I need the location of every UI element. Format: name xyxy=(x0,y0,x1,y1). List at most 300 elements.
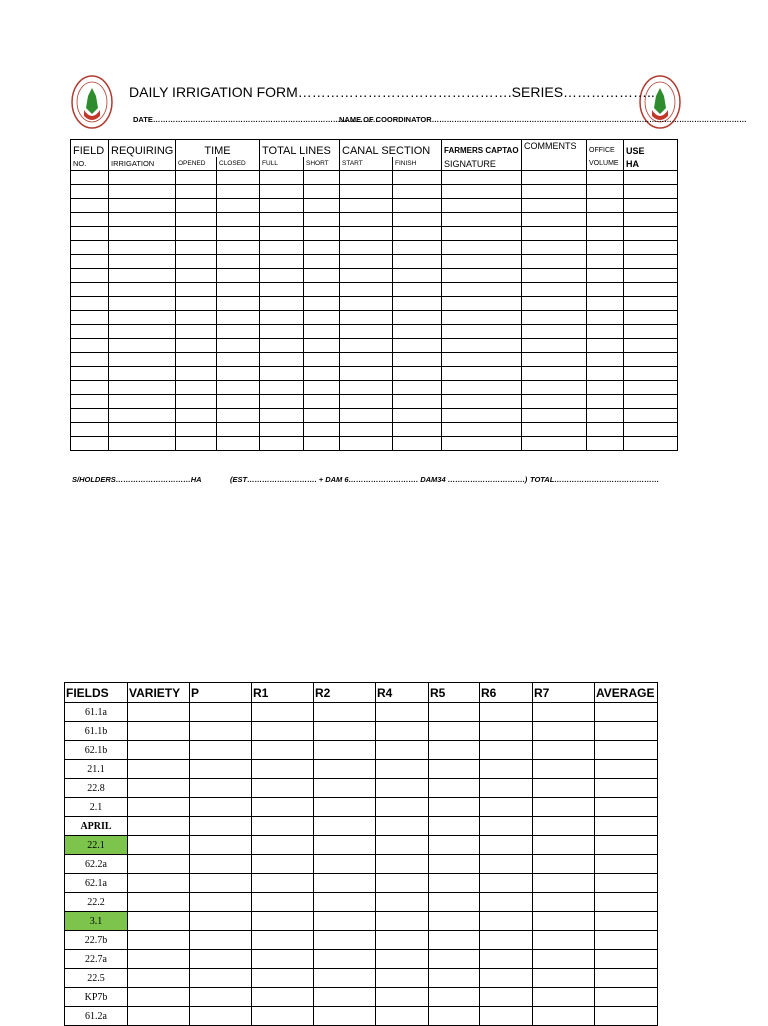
irrigation-cell[interactable] xyxy=(522,437,587,451)
irrigation-cell[interactable] xyxy=(522,339,587,353)
irrigation-cell[interactable] xyxy=(109,395,176,409)
irrigation-cell[interactable] xyxy=(109,353,176,367)
irrigation-cell[interactable] xyxy=(217,283,260,297)
irrigation-cell[interactable] xyxy=(522,381,587,395)
irrigation-cell[interactable] xyxy=(340,297,393,311)
fields-cell[interactable] xyxy=(252,798,314,817)
irrigation-cell[interactable] xyxy=(624,367,678,381)
fields-cell[interactable] xyxy=(480,760,533,779)
irrigation-cell[interactable] xyxy=(587,255,624,269)
fields-cell[interactable] xyxy=(429,931,480,950)
irrigation-cell[interactable] xyxy=(260,311,304,325)
fields-cell[interactable] xyxy=(252,703,314,722)
irrigation-cell[interactable] xyxy=(442,269,522,283)
irrigation-cell[interactable] xyxy=(442,185,522,199)
irrigation-cell[interactable] xyxy=(442,381,522,395)
irrigation-cell[interactable] xyxy=(340,395,393,409)
irrigation-cell[interactable] xyxy=(109,283,176,297)
fields-cell[interactable] xyxy=(190,779,252,798)
fields-cell[interactable] xyxy=(429,1007,480,1026)
fields-cell[interactable] xyxy=(480,912,533,931)
irrigation-cell[interactable] xyxy=(393,367,442,381)
irrigation-cell[interactable] xyxy=(260,325,304,339)
irrigation-cell[interactable] xyxy=(442,171,522,185)
irrigation-cell[interactable] xyxy=(340,325,393,339)
irrigation-cell[interactable] xyxy=(587,353,624,367)
irrigation-cell[interactable] xyxy=(393,339,442,353)
irrigation-cell[interactable] xyxy=(260,199,304,213)
irrigation-cell[interactable] xyxy=(260,339,304,353)
irrigation-cell[interactable] xyxy=(109,185,176,199)
fields-cell[interactable] xyxy=(595,931,658,950)
irrigation-cell[interactable] xyxy=(71,325,109,339)
irrigation-cell[interactable] xyxy=(260,255,304,269)
fields-cell[interactable] xyxy=(533,988,595,1007)
irrigation-cell[interactable] xyxy=(393,241,442,255)
irrigation-cell[interactable] xyxy=(522,283,587,297)
irrigation-cell[interactable] xyxy=(624,185,678,199)
irrigation-cell[interactable] xyxy=(393,255,442,269)
fields-cell[interactable] xyxy=(533,760,595,779)
irrigation-cell[interactable] xyxy=(340,339,393,353)
irrigation-cell[interactable] xyxy=(304,269,340,283)
fields-cell[interactable] xyxy=(533,874,595,893)
irrigation-cell[interactable] xyxy=(522,171,587,185)
irrigation-cell[interactable] xyxy=(176,283,217,297)
irrigation-cell[interactable] xyxy=(442,241,522,255)
irrigation-cell[interactable] xyxy=(304,255,340,269)
irrigation-cell[interactable] xyxy=(340,311,393,325)
irrigation-cell[interactable] xyxy=(522,367,587,381)
irrigation-cell[interactable] xyxy=(71,339,109,353)
irrigation-cell[interactable] xyxy=(587,227,624,241)
fields-cell[interactable] xyxy=(314,893,376,912)
irrigation-cell[interactable] xyxy=(340,227,393,241)
fields-cell[interactable] xyxy=(128,874,190,893)
irrigation-cell[interactable] xyxy=(442,367,522,381)
irrigation-cell[interactable] xyxy=(176,269,217,283)
fields-cell[interactable] xyxy=(128,741,190,760)
fields-cell[interactable] xyxy=(595,969,658,988)
irrigation-cell[interactable] xyxy=(442,199,522,213)
irrigation-cell[interactable] xyxy=(176,171,217,185)
fields-cell[interactable] xyxy=(533,855,595,874)
irrigation-cell[interactable] xyxy=(176,339,217,353)
fields-cell[interactable] xyxy=(480,722,533,741)
irrigation-cell[interactable] xyxy=(176,395,217,409)
fields-cell[interactable] xyxy=(314,855,376,874)
irrigation-cell[interactable] xyxy=(340,185,393,199)
irrigation-cell[interactable] xyxy=(176,213,217,227)
fields-cell[interactable] xyxy=(533,969,595,988)
fields-cell[interactable] xyxy=(252,779,314,798)
irrigation-cell[interactable] xyxy=(109,423,176,437)
irrigation-cell[interactable] xyxy=(393,199,442,213)
irrigation-cell[interactable] xyxy=(624,423,678,437)
irrigation-cell[interactable] xyxy=(393,353,442,367)
fields-cell[interactable] xyxy=(429,855,480,874)
irrigation-cell[interactable] xyxy=(522,325,587,339)
irrigation-cell[interactable] xyxy=(176,381,217,395)
irrigation-cell[interactable] xyxy=(217,339,260,353)
irrigation-cell[interactable] xyxy=(624,409,678,423)
fields-cell[interactable] xyxy=(252,760,314,779)
irrigation-cell[interactable] xyxy=(109,339,176,353)
fields-cell[interactable] xyxy=(595,874,658,893)
fields-cell[interactable] xyxy=(429,988,480,1007)
fields-cell[interactable] xyxy=(190,817,252,836)
irrigation-cell[interactable] xyxy=(176,409,217,423)
fields-cell[interactable] xyxy=(533,798,595,817)
fields-cell[interactable] xyxy=(480,931,533,950)
irrigation-cell[interactable] xyxy=(442,311,522,325)
irrigation-cell[interactable] xyxy=(71,199,109,213)
fields-cell[interactable] xyxy=(595,722,658,741)
fields-cell[interactable] xyxy=(376,988,429,1007)
irrigation-cell[interactable] xyxy=(260,283,304,297)
fields-cell[interactable] xyxy=(595,950,658,969)
fields-cell[interactable] xyxy=(429,798,480,817)
irrigation-cell[interactable] xyxy=(176,367,217,381)
irrigation-cell[interactable] xyxy=(304,325,340,339)
fields-cell[interactable] xyxy=(480,988,533,1007)
irrigation-cell[interactable] xyxy=(624,269,678,283)
irrigation-cell[interactable] xyxy=(624,437,678,451)
fields-cell[interactable] xyxy=(314,817,376,836)
irrigation-cell[interactable] xyxy=(624,213,678,227)
irrigation-cell[interactable] xyxy=(522,255,587,269)
irrigation-cell[interactable] xyxy=(176,353,217,367)
irrigation-cell[interactable] xyxy=(260,395,304,409)
irrigation-cell[interactable] xyxy=(393,395,442,409)
irrigation-cell[interactable] xyxy=(624,395,678,409)
fields-cell[interactable] xyxy=(480,779,533,798)
irrigation-cell[interactable] xyxy=(260,423,304,437)
fields-cell[interactable] xyxy=(595,988,658,1007)
irrigation-cell[interactable] xyxy=(587,283,624,297)
irrigation-cell[interactable] xyxy=(393,311,442,325)
fields-cell[interactable] xyxy=(252,969,314,988)
irrigation-cell[interactable] xyxy=(71,437,109,451)
fields-cell[interactable] xyxy=(595,836,658,855)
irrigation-cell[interactable] xyxy=(442,297,522,311)
fields-cell[interactable] xyxy=(533,741,595,760)
fields-cell[interactable] xyxy=(533,836,595,855)
fields-cell[interactable] xyxy=(376,836,429,855)
irrigation-cell[interactable] xyxy=(71,311,109,325)
fields-cell[interactable] xyxy=(376,703,429,722)
fields-cell[interactable] xyxy=(376,931,429,950)
irrigation-cell[interactable] xyxy=(393,409,442,423)
irrigation-cell[interactable] xyxy=(71,241,109,255)
irrigation-cell[interactable] xyxy=(522,409,587,423)
irrigation-cell[interactable] xyxy=(587,409,624,423)
irrigation-cell[interactable] xyxy=(442,353,522,367)
irrigation-cell[interactable] xyxy=(624,339,678,353)
irrigation-cell[interactable] xyxy=(71,423,109,437)
irrigation-cell[interactable] xyxy=(340,381,393,395)
fields-cell[interactable] xyxy=(128,1007,190,1026)
irrigation-cell[interactable] xyxy=(260,297,304,311)
fields-cell[interactable] xyxy=(190,1007,252,1026)
irrigation-cell[interactable] xyxy=(340,367,393,381)
irrigation-cell[interactable] xyxy=(217,437,260,451)
irrigation-cell[interactable] xyxy=(71,283,109,297)
fields-cell[interactable] xyxy=(252,931,314,950)
irrigation-cell[interactable] xyxy=(624,199,678,213)
irrigation-cell[interactable] xyxy=(109,437,176,451)
fields-cell[interactable] xyxy=(190,988,252,1007)
irrigation-cell[interactable] xyxy=(304,185,340,199)
fields-cell[interactable] xyxy=(376,798,429,817)
fields-cell[interactable] xyxy=(190,912,252,931)
fields-cell[interactable] xyxy=(128,779,190,798)
irrigation-cell[interactable] xyxy=(393,297,442,311)
fields-cell[interactable] xyxy=(533,779,595,798)
fields-cell[interactable] xyxy=(595,760,658,779)
irrigation-cell[interactable] xyxy=(587,367,624,381)
irrigation-cell[interactable] xyxy=(260,381,304,395)
irrigation-cell[interactable] xyxy=(217,423,260,437)
irrigation-cell[interactable] xyxy=(587,325,624,339)
irrigation-cell[interactable] xyxy=(442,227,522,241)
irrigation-cell[interactable] xyxy=(393,269,442,283)
irrigation-cell[interactable] xyxy=(304,339,340,353)
irrigation-cell[interactable] xyxy=(304,227,340,241)
fields-cell[interactable] xyxy=(314,760,376,779)
irrigation-cell[interactable] xyxy=(522,269,587,283)
fields-cell[interactable] xyxy=(480,950,533,969)
irrigation-cell[interactable] xyxy=(260,367,304,381)
fields-cell[interactable] xyxy=(429,950,480,969)
fields-cell[interactable] xyxy=(429,817,480,836)
fields-cell[interactable] xyxy=(429,969,480,988)
irrigation-cell[interactable] xyxy=(442,395,522,409)
fields-cell[interactable] xyxy=(252,722,314,741)
irrigation-cell[interactable] xyxy=(217,325,260,339)
irrigation-cell[interactable] xyxy=(109,269,176,283)
irrigation-cell[interactable] xyxy=(71,255,109,269)
fields-cell[interactable] xyxy=(429,836,480,855)
fields-cell[interactable] xyxy=(533,1007,595,1026)
irrigation-cell[interactable] xyxy=(260,353,304,367)
fields-cell[interactable] xyxy=(190,969,252,988)
irrigation-cell[interactable] xyxy=(304,213,340,227)
irrigation-cell[interactable] xyxy=(624,325,678,339)
fields-cell[interactable] xyxy=(595,1007,658,1026)
irrigation-cell[interactable] xyxy=(442,283,522,297)
irrigation-cell[interactable] xyxy=(522,185,587,199)
irrigation-cell[interactable] xyxy=(176,241,217,255)
fields-cell[interactable] xyxy=(480,969,533,988)
fields-cell[interactable] xyxy=(429,874,480,893)
fields-cell[interactable] xyxy=(533,931,595,950)
irrigation-cell[interactable] xyxy=(393,437,442,451)
fields-cell[interactable] xyxy=(128,988,190,1007)
irrigation-cell[interactable] xyxy=(340,283,393,297)
irrigation-cell[interactable] xyxy=(109,241,176,255)
irrigation-cell[interactable] xyxy=(624,171,678,185)
fields-cell[interactable] xyxy=(128,798,190,817)
irrigation-cell[interactable] xyxy=(340,171,393,185)
irrigation-cell[interactable] xyxy=(176,227,217,241)
irrigation-cell[interactable] xyxy=(176,423,217,437)
fields-cell[interactable] xyxy=(376,893,429,912)
irrigation-cell[interactable] xyxy=(71,395,109,409)
irrigation-cell[interactable] xyxy=(522,297,587,311)
irrigation-cell[interactable] xyxy=(109,199,176,213)
fields-cell[interactable] xyxy=(252,817,314,836)
fields-cell[interactable] xyxy=(252,950,314,969)
fields-cell[interactable] xyxy=(314,1007,376,1026)
irrigation-cell[interactable] xyxy=(217,367,260,381)
fields-cell[interactable] xyxy=(429,760,480,779)
irrigation-cell[interactable] xyxy=(304,367,340,381)
fields-cell[interactable] xyxy=(429,893,480,912)
irrigation-cell[interactable] xyxy=(304,297,340,311)
fields-cell[interactable] xyxy=(595,912,658,931)
irrigation-cell[interactable] xyxy=(522,353,587,367)
irrigation-cell[interactable] xyxy=(260,241,304,255)
irrigation-cell[interactable] xyxy=(71,353,109,367)
irrigation-cell[interactable] xyxy=(522,241,587,255)
irrigation-cell[interactable] xyxy=(176,325,217,339)
irrigation-cell[interactable] xyxy=(442,213,522,227)
fields-cell[interactable] xyxy=(190,760,252,779)
irrigation-cell[interactable] xyxy=(71,171,109,185)
fields-cell[interactable] xyxy=(190,950,252,969)
irrigation-cell[interactable] xyxy=(304,437,340,451)
irrigation-cell[interactable] xyxy=(304,409,340,423)
irrigation-cell[interactable] xyxy=(217,297,260,311)
fields-cell[interactable] xyxy=(480,893,533,912)
fields-cell[interactable] xyxy=(190,722,252,741)
fields-cell[interactable] xyxy=(252,741,314,760)
fields-cell[interactable] xyxy=(252,912,314,931)
irrigation-cell[interactable] xyxy=(109,171,176,185)
irrigation-cell[interactable] xyxy=(71,185,109,199)
irrigation-cell[interactable] xyxy=(217,199,260,213)
fields-cell[interactable] xyxy=(314,798,376,817)
irrigation-cell[interactable] xyxy=(217,171,260,185)
fields-cell[interactable] xyxy=(480,703,533,722)
irrigation-cell[interactable] xyxy=(624,227,678,241)
fields-cell[interactable] xyxy=(190,874,252,893)
fields-cell[interactable] xyxy=(128,950,190,969)
irrigation-cell[interactable] xyxy=(340,269,393,283)
fields-cell[interactable] xyxy=(595,703,658,722)
irrigation-cell[interactable] xyxy=(442,255,522,269)
irrigation-cell[interactable] xyxy=(522,311,587,325)
fields-cell[interactable] xyxy=(190,836,252,855)
irrigation-cell[interactable] xyxy=(587,423,624,437)
irrigation-cell[interactable] xyxy=(217,241,260,255)
irrigation-cell[interactable] xyxy=(217,395,260,409)
fields-cell[interactable] xyxy=(429,722,480,741)
fields-cell[interactable] xyxy=(314,988,376,1007)
fields-cell[interactable] xyxy=(314,722,376,741)
fields-cell[interactable] xyxy=(314,912,376,931)
fields-cell[interactable] xyxy=(314,741,376,760)
irrigation-cell[interactable] xyxy=(304,381,340,395)
fields-cell[interactable] xyxy=(376,1007,429,1026)
irrigation-cell[interactable] xyxy=(217,227,260,241)
irrigation-cell[interactable] xyxy=(442,325,522,339)
fields-cell[interactable] xyxy=(314,931,376,950)
irrigation-cell[interactable] xyxy=(71,227,109,241)
fields-cell[interactable] xyxy=(128,722,190,741)
irrigation-cell[interactable] xyxy=(522,395,587,409)
fields-cell[interactable] xyxy=(314,779,376,798)
irrigation-cell[interactable] xyxy=(109,381,176,395)
fields-cell[interactable] xyxy=(376,912,429,931)
irrigation-cell[interactable] xyxy=(304,423,340,437)
irrigation-cell[interactable] xyxy=(109,409,176,423)
fields-cell[interactable] xyxy=(429,912,480,931)
irrigation-cell[interactable] xyxy=(587,381,624,395)
fields-cell[interactable] xyxy=(190,855,252,874)
irrigation-cell[interactable] xyxy=(340,409,393,423)
fields-cell[interactable] xyxy=(128,817,190,836)
irrigation-cell[interactable] xyxy=(624,241,678,255)
fields-cell[interactable] xyxy=(376,722,429,741)
fields-cell[interactable] xyxy=(595,817,658,836)
fields-cell[interactable] xyxy=(128,931,190,950)
fields-cell[interactable] xyxy=(190,798,252,817)
irrigation-cell[interactable] xyxy=(260,185,304,199)
fields-cell[interactable] xyxy=(314,950,376,969)
fields-cell[interactable] xyxy=(252,855,314,874)
irrigation-cell[interactable] xyxy=(217,185,260,199)
irrigation-cell[interactable] xyxy=(217,269,260,283)
irrigation-cell[interactable] xyxy=(109,227,176,241)
irrigation-cell[interactable] xyxy=(587,185,624,199)
irrigation-cell[interactable] xyxy=(340,353,393,367)
irrigation-cell[interactable] xyxy=(71,409,109,423)
irrigation-cell[interactable] xyxy=(393,283,442,297)
irrigation-cell[interactable] xyxy=(217,255,260,269)
fields-cell[interactable] xyxy=(376,950,429,969)
irrigation-cell[interactable] xyxy=(109,311,176,325)
irrigation-cell[interactable] xyxy=(217,409,260,423)
fields-cell[interactable] xyxy=(252,836,314,855)
fields-cell[interactable] xyxy=(376,760,429,779)
fields-cell[interactable] xyxy=(533,912,595,931)
irrigation-cell[interactable] xyxy=(176,255,217,269)
irrigation-cell[interactable] xyxy=(109,367,176,381)
irrigation-cell[interactable] xyxy=(587,339,624,353)
fields-cell[interactable] xyxy=(252,893,314,912)
irrigation-cell[interactable] xyxy=(587,199,624,213)
fields-cell[interactable] xyxy=(533,893,595,912)
fields-cell[interactable] xyxy=(429,741,480,760)
irrigation-cell[interactable] xyxy=(71,213,109,227)
fields-cell[interactable] xyxy=(480,817,533,836)
irrigation-cell[interactable] xyxy=(176,199,217,213)
fields-cell[interactable] xyxy=(252,988,314,1007)
irrigation-cell[interactable] xyxy=(340,199,393,213)
fields-cell[interactable] xyxy=(376,779,429,798)
fields-cell[interactable] xyxy=(314,969,376,988)
irrigation-cell[interactable] xyxy=(587,437,624,451)
irrigation-cell[interactable] xyxy=(260,409,304,423)
irrigation-cell[interactable] xyxy=(304,311,340,325)
irrigation-cell[interactable] xyxy=(71,381,109,395)
irrigation-cell[interactable] xyxy=(340,437,393,451)
fields-cell[interactable] xyxy=(376,969,429,988)
irrigation-cell[interactable] xyxy=(217,311,260,325)
irrigation-cell[interactable] xyxy=(109,255,176,269)
